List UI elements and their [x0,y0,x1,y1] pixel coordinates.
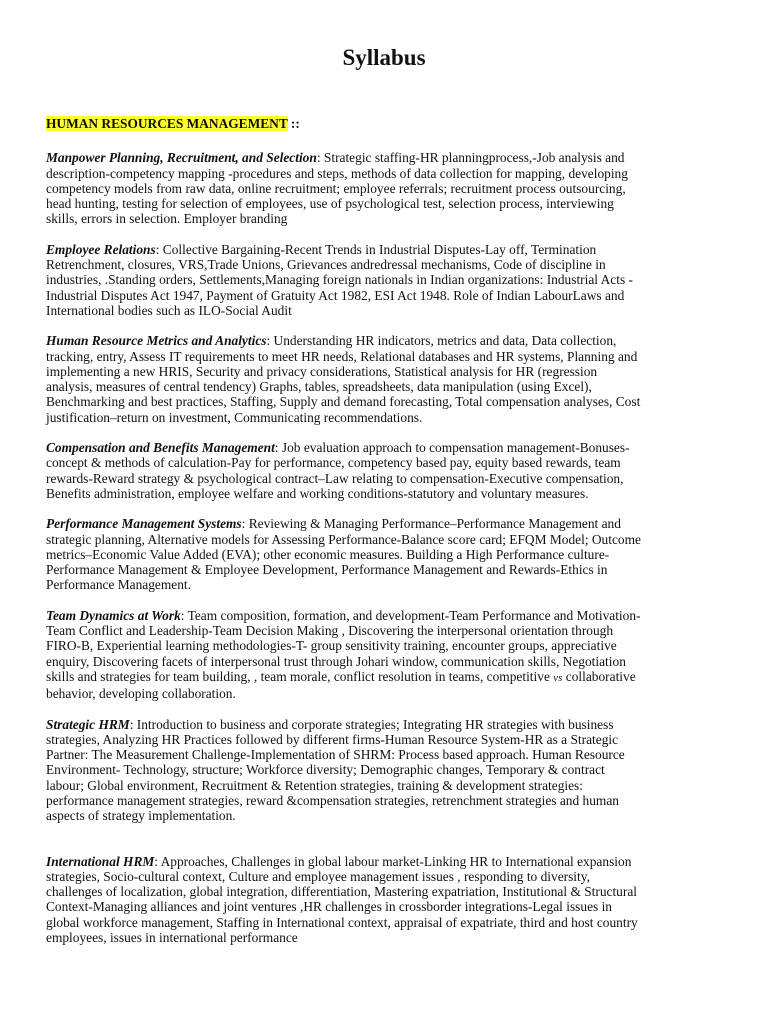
section-body: : Team composition, formation, and development-Team Performance and Motivation-Team Conflict and Leadership-Team Decision Making , Discovering the interpersonal orientation through FIRO-B, Experiential learning methodologies-T- group sensitivity training, encounter groups, appreciative enquiry, Discovering facets of interpersonal trust through Johari window, communication skills, Negotiation skills and strategies for team building, , team morale, conflict resolution in teams, competitive [46,607,641,684]
section-strategic-hrm [46,717,646,824]
subject-heading-suffix: :: [287,116,300,131]
section-team-dynamics [46,608,646,702]
section-performance-management [46,516,646,592]
section-paragraph [46,717,646,824]
page-title: Syllabus [342,45,426,70]
subject-heading [46,116,646,131]
section-paragraph [46,516,646,592]
section-title: Strategic HRM [46,716,130,732]
section-title: Compensation and Benefits Management [46,440,275,456]
section-body: : Approaches, Challenges in global labour market-Linking HR to International expansion strategies, Socio-cultural context, Culture and employee management issues , responding to diversity, challenges of localization, global integration, differentiation, Mastering expatriation, Institutional & Structural Context-Managing alliances and joint ventures ,HR challenges in crossborder integrations-Legal issues in global workforce management, Staffing in International context, appraisal of expatriate, third and host country employees, issues in international performance [46,853,638,946]
section-title: Human Resource Metrics and Analytics [46,333,267,349]
section-title: Employee Relations [46,241,156,257]
section-body: : Understanding HR indicators, metrics and data, Data collection, tracking, entry, Assess IT requirements to meet HR needs, Relational databases and HR systems, Planning and implementing a new HRIS, Security and privacy considerations, Statistical analysis for HR (regression analysis, measures of central tendency) Graphs, tables, spreadsheets, data manipulation (using Excel), Benchmarking and best practices, Staffing, Supply and demand forecasting, Total compensation analyses, Cost justification–return on investment, Communicating recommendations. [46,333,641,425]
section-title: Manpower Planning, Recruitment, and Selection [46,150,317,166]
section-paragraph [46,608,646,702]
section-paragraph [46,333,646,425]
section-title: Team Dynamics at Work [46,607,181,623]
section-body-end: collaborative behavior, developing collaboration. [46,668,636,702]
subject-heading-highlight: HUMAN RESOURCES MANAGEMENT [46,116,288,131]
section-manpower-planning [46,150,646,226]
syllabus-content [46,116,646,960]
section-compensation [46,440,646,501]
section-body: : Strategic staffing-HR planningprocess,-Job analysis and description-competency mapping -procedures and steps, methods of data collection for mapping, developing competency models from raw data, online recruitment; employee referrals; recruitment process outsourcing, head hunting, testing for selection of employees, use of psychological test, selection process, interviewing skills, errors in selection. Employer branding [46,150,628,227]
section-employee-relations [46,242,646,318]
section-body: : Collective Bargaining-Recent Trends in Industrial Disputes-Lay off, Termination Retrenchment, closures, VRS,Trade Unions, Grievances andredressal mechanisms, Code of discipline in industries, .Standing orders, Settlements,Managing foreign nationals in Indian organizations: Industrial Acts -Industrial Disputes Act 1947, Payment of Gratuity Act 1982, ESI Act 1948. Role of Indian LabourLaws and International bodies such as ILO-Social Audit [46,241,633,318]
section-hr-metrics [46,333,646,425]
section-body: : Job evaluation approach to compensation management-Bonuses- concept & methods of calculation-Pay for performance, competency based pay, equity based rewards, team rewards-Reward strategy & psychological contract–Law relating to compensation-Executive compensation, Benefits administration, employee welfare and working conditions-statutory and voluntary measures. [46,440,630,501]
section-title: International HRM [46,853,155,869]
section-body: : Reviewing & Managing Performance–Performance Management and strategic planning, Alternative models for Assessing Performance-Balance score card; EFQM Model; Outcome metrics–Economic Value Added (EVA); other economic measures. Building a High Performance culture-Performance Management & Employee Development, Performance Management and Rewards-Ethics in Performance Management. [46,516,641,593]
section-international-hrm [46,854,646,946]
section-title: Performance Management Systems [46,516,242,532]
section-paragraph [46,854,646,946]
section-paragraph [46,440,646,501]
section-paragraph [46,150,646,226]
section-body: : Introduction to business and corporate strategies; Integrating HR strategies with business strategies, Analyzing HR Practices followed by different firms-Human Resource System-HR as a Strategic Partner: The Measurement Challenge-Implementation of SHRM: Process based approach. Human Resource Environment- Technology, structure; Workforce diversity; Demographic changes, Temporary & contract labour; Global environment, Recruitment & Retention strategies, training & development strategies: performance management strategies, reward &compensation strategies, retrenchment strategies and human aspects of strategy implementation. [46,716,625,824]
section-body-vs: vs [553,671,563,684]
section-paragraph [46,242,646,318]
